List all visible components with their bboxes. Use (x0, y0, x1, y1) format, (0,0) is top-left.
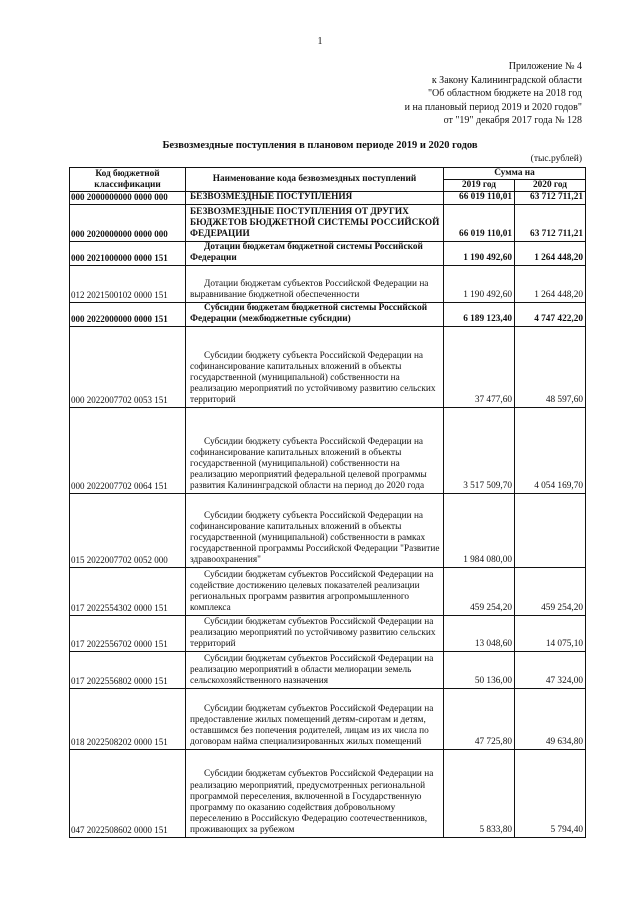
annex-line: и на плановый период 2019 и 2020 годов" (404, 101, 582, 113)
row-value-2020: 5 794,40 (515, 749, 586, 837)
table-row (70, 241, 586, 265)
annex-line: к Закону Калининградской области (431, 74, 582, 86)
row-value-2020: 1 264 448,20 (515, 265, 586, 302)
annex-line: от "19" декабря 2017 года № 128 (443, 115, 582, 126)
table-row (70, 326, 586, 407)
row-value-2020: 1 264 448,20 (515, 241, 586, 265)
row-value-2019: 47 725,80 (444, 688, 515, 749)
table-row (70, 192, 586, 204)
revenue-table (69, 167, 586, 838)
row-name: Субсидии бюджету субъекта Российской Федерации на софинансирование капитальных вложений в объекты государственной (муниципальной) собственности на реализацию мероприятий федеральной целевой программы развития Калининградской области на период до 2020 года (186, 407, 444, 493)
row-name: Субсидии бюджету субъекта Российской Федерации на софинансирование капитальных вложений в объекты государственной (муниципальной) собственности на реализацию мероприятий по устойчивому развитию сельских территорий (186, 326, 444, 407)
row-value-2019: 459 254,20 (444, 567, 515, 615)
header-2020: 2020 год (515, 180, 586, 192)
table-row (70, 493, 586, 567)
row-value-2020: 63 712 711,21 (515, 204, 586, 241)
row-value-2019: 66 019 110,01 (444, 204, 515, 241)
row-code: 000 2022007702 0064 151 (70, 407, 186, 493)
table-row (70, 407, 586, 493)
row-code: 000 2000000000 0000 000 (70, 192, 186, 204)
annex-line: "Об областном бюджете на 2018 год (427, 88, 582, 99)
row-name: Субсидии бюджетам субъектов Российской Федерации на реализацию мероприятий в области мелиорации земель сельскохозяйственного назначения (186, 651, 444, 688)
row-code: 000 2022007702 0053 151 (70, 326, 186, 407)
row-name: Дотации бюджетам бюджетной системы Российской Федерации (186, 241, 444, 265)
table-row (70, 567, 586, 615)
row-value-2019: 5 833,80 (444, 749, 515, 837)
row-code: 017 2022554302 0000 151 (70, 567, 186, 615)
row-code: 000 2022000000 0000 151 (70, 302, 186, 326)
table-row (70, 651, 586, 688)
header-2019: 2019 год (444, 180, 515, 192)
row-value-2019: 66 019 110,01 (444, 192, 515, 204)
header-sum: Сумма на (444, 168, 586, 180)
row-code: 000 2021000000 0000 151 (70, 241, 186, 265)
row-value-2020: 49 634,80 (515, 688, 586, 749)
document-title: Безвозмездные поступления в плановом периоде 2019 и 2020 годов (162, 140, 478, 151)
row-value-2019: 50 136,00 (444, 651, 515, 688)
row-value-2019: 3 517 509,70 (444, 407, 515, 493)
page-number: 1 (317, 36, 323, 47)
row-code: 012 2021500102 0000 151 (70, 265, 186, 302)
row-code: 017 2022556802 0000 151 (70, 651, 186, 688)
row-code: 000 2020000000 0000 000 (70, 204, 186, 241)
row-code: 017 2022556702 0000 151 (70, 615, 186, 651)
row-value-2020: 48 597,60 (515, 326, 586, 407)
row-value-2020: 4 054 169,70 (515, 407, 586, 493)
row-value-2020: 47 324,00 (515, 651, 586, 688)
units-label: (тыс.рублей) (530, 154, 582, 164)
row-value-2020: 4 747 422,20 (515, 302, 586, 326)
row-code: 015 2022007702 0052 000 (70, 493, 186, 567)
table-row (70, 615, 586, 651)
table-row (70, 265, 586, 302)
annex-line: Приложение № 4 (508, 61, 582, 72)
row-value-2019: 6 189 123,40 (444, 302, 515, 326)
table-row (70, 749, 586, 837)
annex-block (405, 60, 582, 128)
row-name: Субсидии бюджетам субъектов Российской Федерации на реализацию мероприятий, предусмотренных региональной программой переселения, включенной в Государственную программу по оказанию содействия добровольному переселению в Российскую Федерацию соотечественников, проживающих за рубежом (186, 749, 444, 837)
row-name: Дотации бюджетам субъектов Российской Федерации на выравнивание бюджетной обеспеченности (186, 265, 444, 302)
row-name: Субсидии бюджетам субъектов Российской Федерации на содействие достижению целевых показателей реализации региональных программ развития агропромышленного комплекса (186, 567, 444, 615)
table-row (70, 302, 586, 326)
row-code: 047 2022508602 0000 151 (70, 749, 186, 837)
row-name: БЕЗВОЗМЕЗДНЫЕ ПОСТУПЛЕНИЯ (186, 192, 444, 204)
header-code: Код бюджетной классификации (70, 168, 186, 192)
row-name: Субсидии бюджетам субъектов Российской Федерации на предоставление жилых помещений детям-сиротам и детям, оставшимся без попечения родителей, лицам из их числа по договорам найма специализированных жилых помещений (186, 688, 444, 749)
header-name: Наименование кода безвозмездных поступлений (186, 168, 444, 192)
row-value-2020: 459 254,20 (515, 567, 586, 615)
row-code: 018 2022508202 0000 151 (70, 688, 186, 749)
table-row (70, 688, 586, 749)
row-name: Субсидии бюджетам бюджетной системы Российской Федерации (межбюджетные субсидии) (186, 302, 444, 326)
row-value-2020: 63 712 711,21 (515, 192, 586, 204)
row-name: Субсидии бюджетам субъектов Российской Федерации на реализацию мероприятий по устойчивому развитию сельских территорий (186, 615, 444, 651)
row-value-2019: 13 048,60 (444, 615, 515, 651)
row-value-2020 (515, 493, 586, 567)
table-row (70, 204, 586, 241)
row-name: Субсидии бюджету субъекта Российской Федерации на софинансирование капитальных вложений в объекты государственной (муниципальной) собственности в рамках государственной программы Российской Федерации "Развитие здравоохранения" (186, 493, 444, 567)
row-name: БЕЗВОЗМЕЗДНЫЕ ПОСТУПЛЕНИЯ ОТ ДРУГИХ БЮДЖЕТОВ БЮДЖЕТНОЙ СИСТЕМЫ РОССИЙСКОЙ ФЕДЕРАЦИИ (186, 204, 444, 241)
row-value-2019: 1 190 492,60 (444, 265, 515, 302)
row-value-2020: 14 075,10 (515, 615, 586, 651)
row-value-2019: 1 984 080,00 (444, 493, 515, 567)
row-value-2019: 1 190 492,60 (444, 241, 515, 265)
row-value-2019: 37 477,60 (444, 326, 515, 407)
